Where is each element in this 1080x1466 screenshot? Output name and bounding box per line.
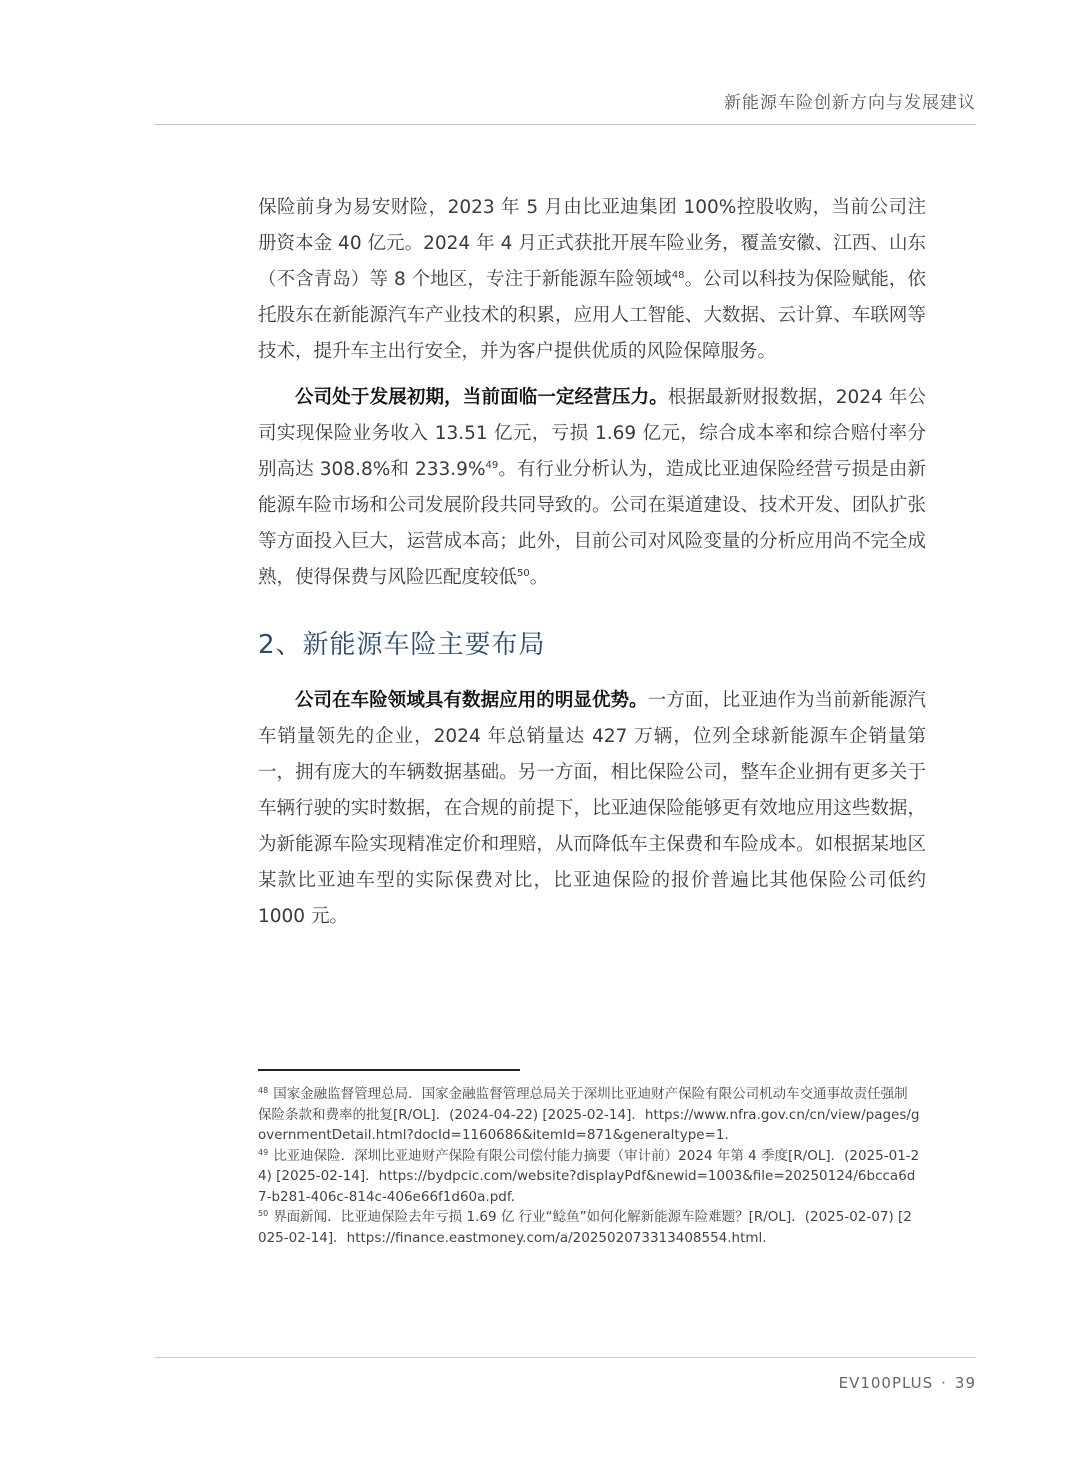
page-footer	[839, 1374, 976, 1392]
footnotes	[258, 1084, 920, 1248]
footnote-50	[258, 1207, 920, 1248]
footnote-number: 48	[258, 1086, 269, 1095]
paragraph-3	[258, 683, 926, 935]
footnote-48	[258, 1084, 920, 1146]
footnote-ref-49[interactable]: 49	[485, 460, 499, 471]
footnote-divider	[258, 1069, 520, 1071]
footnote-number: 50	[258, 1209, 269, 1218]
paragraph-2	[258, 380, 926, 596]
footnote-text: 比亚迪保险．深圳比亚迪财产保险有限公司偿付能力摘要（审计前）2024 年第 4 季度[R/OL]．(2025-01-24) [2025-02-14]．https://bydpcic.com/website?displayPdf&newid=1003&file=20250124/6bcca6d7-b281-406c-814c-406e66f1d60a.pdf.	[258, 1147, 920, 1205]
section-heading: 2、新能源车险主要布局	[258, 630, 546, 660]
paragraph-3-text: 一方面，比亚迪作为当前新能源汽车销量领先的企业，2024 年总销量达 427 万辆，位列全球新能源车企销量第一，拥有庞大的车辆数据基础。另一方面，相比保险公司，整车企业拥有更多关于车辆行驶的实时数据，在合规的前提下，比亚迪保险能够更有效地应用这些数据，为新能源车险实现精准定价和理赔，从而降低车主保费和车险成本。如根据某地区某款比亚迪车型的实际保费对比，比亚迪保险的报价普遍比其他保险公司低约 1000 元。	[258, 690, 926, 927]
paragraph-2-text-a: 根据最新财报数据，2024 年公司实现保险业务收入 13.51 亿元，亏损 1.69 亿元，综合成本率和综合赔付率分别高达 308.8%和 233.9%	[258, 387, 926, 480]
running-header-title: 新能源车险创新方向与发展建议	[724, 93, 976, 113]
page-number: 39	[954, 1374, 976, 1392]
footnote-49	[258, 1146, 920, 1208]
paragraph-2-text-b: 。有行业分析认为，造成比亚迪保险经营亏损是由新能源车险市场和公司发展阶段共同导致的。公司在渠道建设、技术开发、团队扩张等方面投入巨大，运营成本高；此外，目前公司对风险变量的分析应用尚不完全成熟，使得保费与风险匹配度较低	[258, 459, 926, 588]
paragraph-3-lead: 公司在车险领域具有数据应用的明显优势。	[295, 690, 648, 711]
footnote-ref-48[interactable]: 48	[671, 270, 685, 281]
footer-brand: EV100PLUS	[838, 1374, 934, 1392]
paragraph-2-lead: 公司处于发展初期，当前面临一定经营压力。	[295, 387, 668, 408]
footer-separator: ·	[941, 1374, 947, 1392]
footer-divider	[155, 1357, 976, 1358]
footnote-number: 49	[258, 1147, 269, 1157]
paragraph-1	[258, 190, 926, 370]
footnote-text: 国家金融监督管理总局．国家金融监督管理总局关于深圳比亚迪财产保险有限公司机动车交通事故责任强制保险条款和费率的批复[R/OL]．(2024-04-22) [2025-02-14]．https://www.nfra.gov.cn/cn/view/pages/governmentDetail.html?docId=1160686&itemId=871&generaltype=1.	[258, 1086, 920, 1143]
paragraph-2-text-c: 。	[529, 567, 549, 588]
main-body	[258, 190, 926, 945]
footnote-text: 界面新闻．比亚迪保险去年亏损 1.69 亿 行业“鲶鱼”如何化解新能源车险难题？[R/OL]．(2025-02-07) [2025-02-14]．https://finance.eastmoney.com/a/202502073313408554.html.	[258, 1209, 912, 1246]
footnote-ref-50[interactable]: 50	[517, 568, 530, 579]
paragraph-1-text-a: 保险前身为易安财险，2023 年 5 月由比亚迪集团 100%控股收购，当前公司注册资本金 40 亿元。2024 年 4 月正式获批开展车险业务，覆盖安徽、江西、山东（不含青岛）等 8 个地区，专注于新能源车险领域	[258, 197, 926, 290]
paragraph-1-text-b: 。公司以科技为保险赋能，依托股东在新能源汽车产业技术的积累，应用人工智能、大数据、云计算、车联网等技术，提升车主出行安全，并为客户提供优质的风险保障服务。	[258, 269, 926, 362]
header-divider	[155, 124, 976, 125]
